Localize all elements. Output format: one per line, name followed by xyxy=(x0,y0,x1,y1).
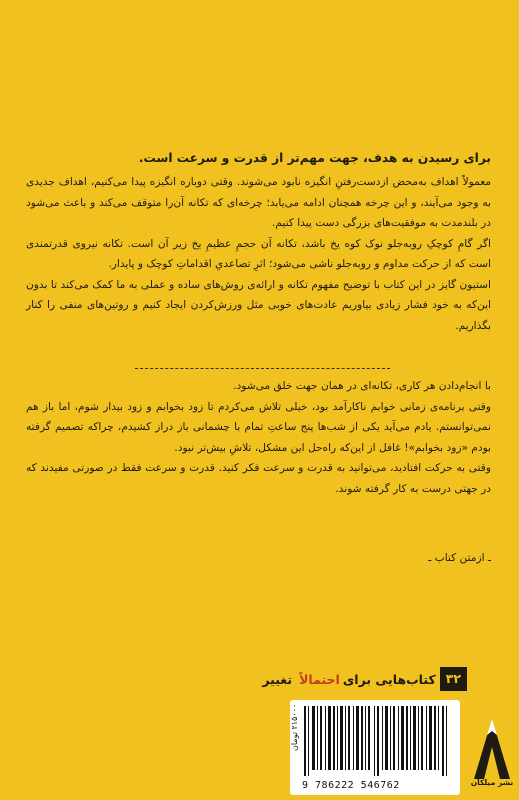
price-label: ۲۱۵۰۰۰ تومان xyxy=(290,704,299,752)
blurb-paragraph: معمولاً اهداف به‌محض ازدست‌رفتنِ انگیزه نابود می‌شوند. وقتی دوباره انگیزه پیدا می‌کنیم، اهداف جدیدی به وجود می‌آیند، و این چرخه همچنان ادامه می‌یابد؛ چرخه‌ای که تکانه آن‌را متوقف می‌کند و باعث می‌شود در بلندمدت به موفقیت‌های بزرگی دست پیدا کنیم. xyxy=(26,176,491,229)
divider xyxy=(135,368,390,369)
publisher-name: نشر میلکان xyxy=(470,778,514,787)
excerpt-paragraph: وقتی به حرکت افتادید، می‌توانید به قدرت و سرعت فکر کنید. قدرت و سرعت فقط در صورتی مفیدند که در جهتی درست به کار گرفته شوند. xyxy=(26,462,491,495)
series-suffix: تغییر xyxy=(262,671,293,687)
isbn-number: 9 786222 546762 xyxy=(302,780,400,791)
blurb-paragraph: استیون گایز در این کتاب با توضیح مفهوم تکانه و ارائه‌ی روش‌های ساده و عملی به ما کمک می‌کند تا بدون این‌که به خود فشار زیادی بیاوریم عادت‌های خوبی مثل ورزش‌کردن ایجاد کنیم و روتین‌های منفی را کنار بگذاریم. xyxy=(26,278,491,332)
blurb-paragraph: اگر گامِ کوچکِ روبه‌جلو نوک کوه یخ باشد، تکانه آن حجمِ عظیمِ یخ زیر آن است. تکانه نیروی قدرتمندی است که از حرکت مداوم و روبه‌جلو ناشی می‌شود؛ اثرِ تصاعدیِ اقداماتِ کوچک و پایدار. xyxy=(26,237,491,270)
headline: برای رسیدن به هدف، جهت مهم‌تر از قدرت و سرعت است. xyxy=(138,151,491,165)
publisher-logo-icon xyxy=(470,708,514,788)
series-number: ۳۲ xyxy=(440,667,467,691)
blurb-section xyxy=(26,172,491,336)
series-accent: احتمالاً xyxy=(299,671,340,687)
series-prefix: کتاب‌هایی برای xyxy=(342,671,436,687)
series-banner xyxy=(142,667,467,691)
excerpt-paragraph: با انجام‌دادن هر کاری، تکانه‌ای در همان جهت خلق می‌شود. xyxy=(233,380,491,392)
barcode-icon xyxy=(304,706,454,776)
barcode-box xyxy=(290,700,460,795)
excerpt-paragraph: وقتی برنامه‌ی زمانی خوابم ناکارآمد بود، خیلی تلاش می‌کردم تا زود بخوابم و زود بیدار شوم، اما باز هم نمی‌توانستم. یادم می‌آید یکی از شب‌ها پنج ساعتِ تمام با چشمانی باز دراز کشیدم، چراکه تصمیم گرفته بودم «زود بخوابم»! غافل از این‌که راه‌حل این مشکل، تلاشِ بیش‌تر نبود. xyxy=(26,400,491,454)
excerpt-section xyxy=(26,376,491,499)
excerpt-source: ـ ازمتن کتاب ـ xyxy=(428,552,491,564)
